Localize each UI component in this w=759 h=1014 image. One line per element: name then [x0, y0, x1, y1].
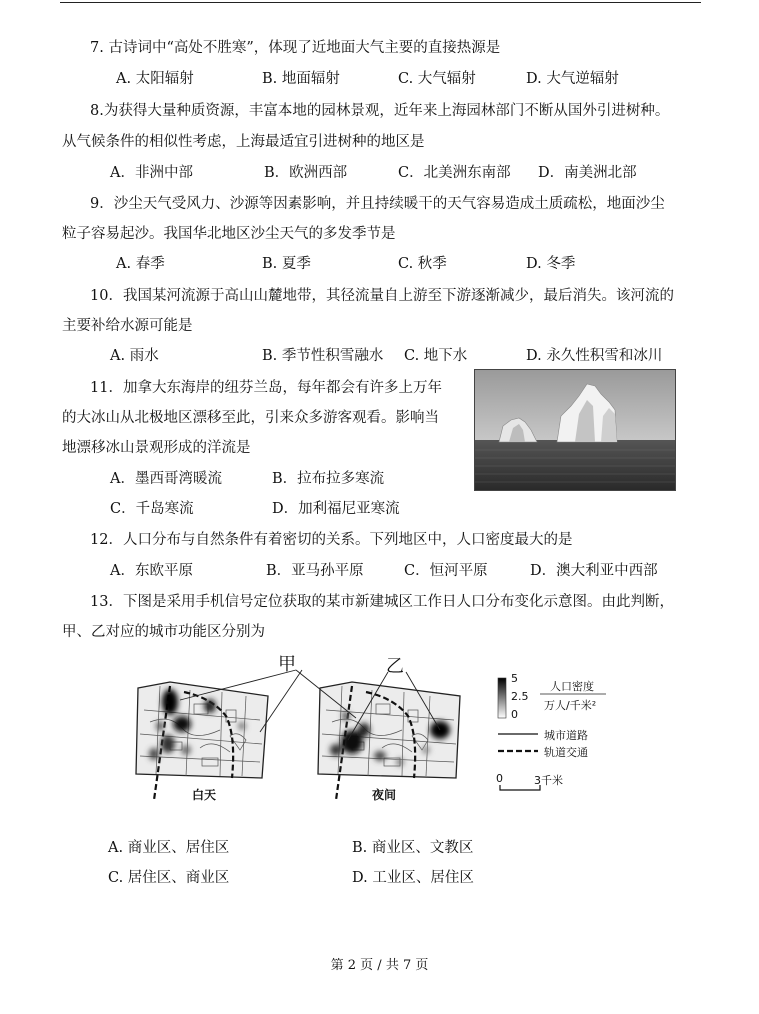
q10-option-a[interactable]: A. 雨水	[110, 348, 159, 364]
q9-option-c[interactable]: C. 秋季	[398, 256, 447, 272]
q9-option-a[interactable]: A. 春季	[116, 256, 165, 272]
q11-option-c[interactable]: C．千岛寒流	[110, 501, 194, 517]
q7-option-c[interactable]: C. 大气辐射	[398, 71, 476, 87]
question-8-stem: 8.为获得大量种质资源，丰富本地的园林景观，近年来上海园林部门不断从国外引进树种。	[90, 103, 670, 119]
legend-tick-2-5: 2.5	[511, 690, 529, 703]
q7-option-a[interactable]: A. 太阳辐射	[116, 71, 194, 87]
q11-option-a[interactable]: A．墨西哥湾暖流	[110, 471, 222, 487]
q10-option-d[interactable]: D. 永久性积雪和冰川	[526, 348, 663, 364]
legend-road: 城市道路	[544, 729, 588, 742]
night-map	[318, 682, 460, 800]
question-13-stem-cont: 甲、乙对应的城市功能区分别为	[62, 624, 265, 640]
day-map	[136, 682, 268, 800]
legend-tick-0: 0	[511, 708, 518, 721]
caption-night: 夜间	[372, 788, 397, 802]
q10-option-b[interactable]: B. 季节性积雪融水	[262, 348, 384, 364]
header-rule	[60, 2, 701, 3]
legend-density-unit: 万人/千米²	[544, 699, 597, 712]
q11-option-b[interactable]: B．拉布拉多寒流	[272, 471, 385, 487]
legend-tick-5: 5	[511, 672, 518, 685]
q9-option-d[interactable]: D. 冬季	[526, 256, 576, 272]
q12-option-a[interactable]: A．东欧平原	[110, 563, 193, 579]
q9-option-b[interactable]: B. 夏季	[262, 256, 311, 272]
q8-option-c[interactable]: C．北美洲东南部	[398, 165, 511, 181]
legend-rail: 轨道交通	[544, 746, 588, 759]
q12-option-b[interactable]: B．亚马孙平原	[266, 563, 364, 579]
population-distribution-figure	[130, 650, 630, 810]
q7-option-b[interactable]: B. 地面辐射	[262, 71, 340, 87]
q8-option-a[interactable]: A．非洲中部	[110, 165, 193, 181]
question-11-stem-cont-2: 地漂移冰山景观形成的洋流是	[62, 440, 251, 456]
question-11-stem: 11．加拿大东海岸的纽芬兰岛，每年都会有许多上万年	[90, 380, 442, 396]
q13-option-b[interactable]: B. 商业区、文教区	[352, 840, 474, 856]
q10-option-c[interactable]: C. 地下水	[404, 348, 468, 364]
label-yi: 乙	[386, 656, 404, 677]
legend-density-title: 人口密度	[550, 680, 594, 693]
caption-day: 白天	[192, 788, 217, 802]
q8-option-b[interactable]: B．欧洲西部	[264, 165, 348, 181]
legend-scale-zero: 0	[496, 772, 503, 785]
question-13-stem: 13．下图是采用手机信号定位获取的某市新建城区工作日人口分布变化示意图。由此判断，	[90, 594, 674, 610]
question-9-stem-cont: 粒子容易起沙。我国华北地区沙尘天气的多发季节是	[62, 226, 396, 242]
q11-option-d[interactable]: D．加利福尼亚寒流	[272, 501, 400, 517]
question-10-stem-cont: 主要补给水源可能是	[62, 318, 193, 334]
q12-option-d[interactable]: D．澳大利亚中西部	[530, 563, 658, 579]
question-10-stem: 10．我国某河流源于高山山麓地带，其径流量自上游至下游逐渐减少，最后消失。该河流的	[90, 288, 674, 304]
q13-option-a[interactable]: A. 商业区、居住区	[108, 840, 230, 856]
question-9-stem: 9．沙尘天气受风力、沙源等因素影响，并且持续暖干的天气容易造成土质疏松，地面沙尘	[90, 196, 665, 212]
q8-option-d[interactable]: D．南美洲北部	[538, 165, 637, 181]
q12-option-c[interactable]: C．恒河平原	[404, 563, 488, 579]
q13-option-c[interactable]: C. 居住区、商业区	[108, 870, 230, 886]
question-7-stem: 7. 古诗词中“高处不胜寒”，体现了近地面大气主要的直接热源是	[90, 40, 501, 56]
question-11-stem-cont-1: 的大冰山从北极地区漂移至此，引来众多游客观看。影响当	[62, 410, 439, 426]
question-8-stem-cont: 从气候条件的相似性考虑，上海最适宜引进树种的地区是	[62, 134, 425, 150]
q7-option-d[interactable]: D. 大气逆辐射	[526, 71, 619, 87]
label-jia: 甲	[278, 654, 296, 675]
legend-scale-end: 3千米	[534, 774, 563, 787]
iceberg-photo	[474, 369, 676, 491]
question-12-stem: 12．人口分布与自然条件有着密切的关系。下列地区中，人口密度最大的是	[90, 532, 573, 548]
q13-option-d[interactable]: D. 工业区、居住区	[352, 870, 474, 886]
page-footer: 第 2 页 / 共 7 页	[330, 958, 429, 973]
